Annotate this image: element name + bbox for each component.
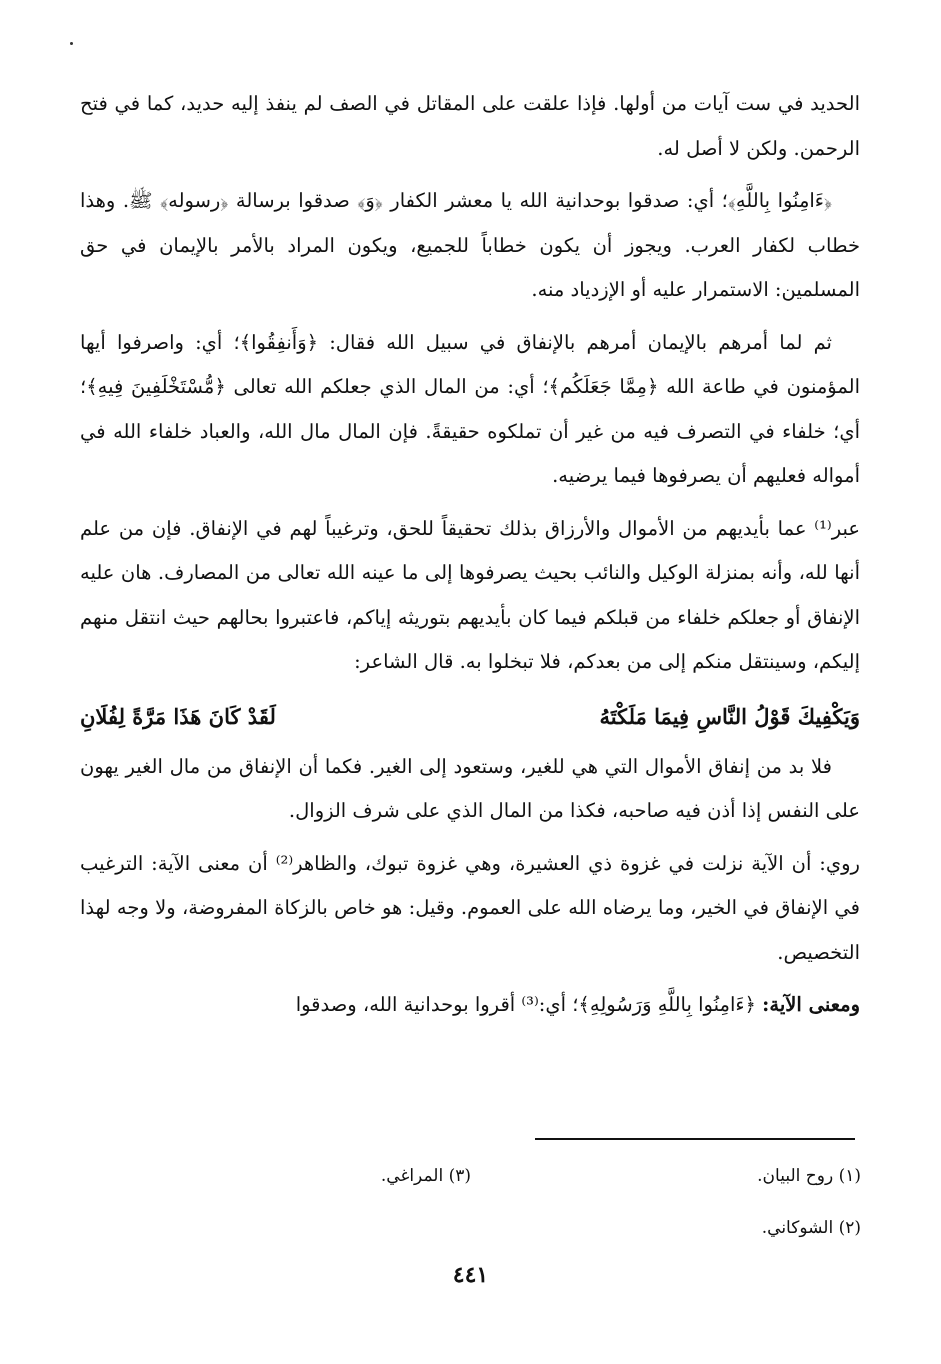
- verse-meaning-label: ومعنى الآية:: [762, 993, 860, 1016]
- footnote-separator: [535, 1138, 855, 1140]
- verse-meaning-text: ﴿ءَامِنُوا بِاللَّهِ وَرَسُولِهِ﴾؛ أي:⁽³⁾ أقروا بوحدانية الله، وصدقوا: [295, 993, 756, 1016]
- page-body: [80, 82, 860, 1036]
- paragraph-2: ﴿ءَامِنُوا بِاللَّهِ﴾؛ أي: صدقوا بوحدانية الله يا معشر الكفار ﴿وَ﴾ صدقوا برسالة ﴿رسوله﴾ ﷺ. وهذا خطاب لكفار العرب. ويجوز أن يكون خطاباً للجميع، ويكون المراد بالأمر بالإيمان في حق المسلمين: الاستمرار عليه أو الإزدياد منه.: [80, 189, 860, 301]
- paragraph-7: [80, 983, 860, 1028]
- paragraph-3: ثم لما أمرهم بالإيمان أمرهم بالإنفاق في سبيل الله فقال: ﴿وَأَنفِقُوا﴾؛ أي: واصرفوا أيها المؤمنون في طاعة الله ﴿مِمَّا جَعَلَكُم﴾؛ أي: من المال الذي جعلكم الله تعالى ﴿مُّسْتَخْلَفِينَ فِيهِ﴾؛ أي؛ خلفاء في التصرف فيه من غير أن تملكوه حقيقةً. فإن المال مال الله، والعباد خلفاء الله في أمواله فعليهم أن يصرفوها فيما يرضيه.: [80, 330, 860, 487]
- scan-speck: [70, 42, 73, 45]
- verse-first-hemistich: وَيَكْفِيكَ قَوْلُ النَّاسِ فِيمَا مَلَكْتَهُ: [599, 703, 860, 729]
- verse-second-hemistich: لَقَدْ كَانَ هَذَا مَرَّةً لِفُلَانِ: [80, 703, 276, 729]
- paragraph-4: عبر⁽¹⁾ عما بأيديهم من الأموال والأرزاق بذلك تحقيقاً للحق، وترغيباً لهم في الإنفاق. فإن من علم أنها لله، وأنه بمنزلة الوكيل والنائب بحيث يصرفوها إلى ما عينه الله تعالى من المصارف. هان عليه الإنفاق أو جعلكم خلفاء من قبلكم فيما كان بأيديهم بتوريثه إياكم، فاعتبروا بحالهم حيث انتقل منهم إليكم، وسينتقل منكم إلى من بعدكم، فلا تبخلوا به. قال الشاعر:: [80, 516, 860, 673]
- footnote-2: (٢) الشوكاني.: [761, 1218, 861, 1238]
- footnote-1: (١) روح البيان.: [757, 1166, 861, 1186]
- footnote-3: (٣) المراغي.: [380, 1166, 471, 1186]
- paragraph-6: روي: أن الآية نزلت في غزوة ذي العشيرة، وهي غزوة تبوك، والظاهر⁽²⁾ أن معنى الآية: الترغيب في الإنفاق في الخير، وما يرضاه الله على العموم. وقيل: هو خاص بالزكاة المفروضة، ولا وجه لهذا التخصيص.: [80, 851, 860, 964]
- paragraph-1: الحديد في ست آيات من أولها. فإذا علقت على المقاتل في الصف لم ينفذ إليه حديد، كما في فتح الرحمن. ولكن لا أصل له.: [80, 92, 860, 160]
- paragraph-5: فلا بد من إنفاق الأموال التي هي للغير، وستعود إلى الغير. فكما أن الإنفاق من مال الغير يهون على النفس إذا أذن فيه صاحبه، فكذا من المال الذي على شرف الزوال.: [80, 754, 860, 822]
- poem-verse: [80, 693, 860, 741]
- footnotes: [81, 1150, 861, 1254]
- page-number: ٤٤١: [452, 1262, 489, 1288]
